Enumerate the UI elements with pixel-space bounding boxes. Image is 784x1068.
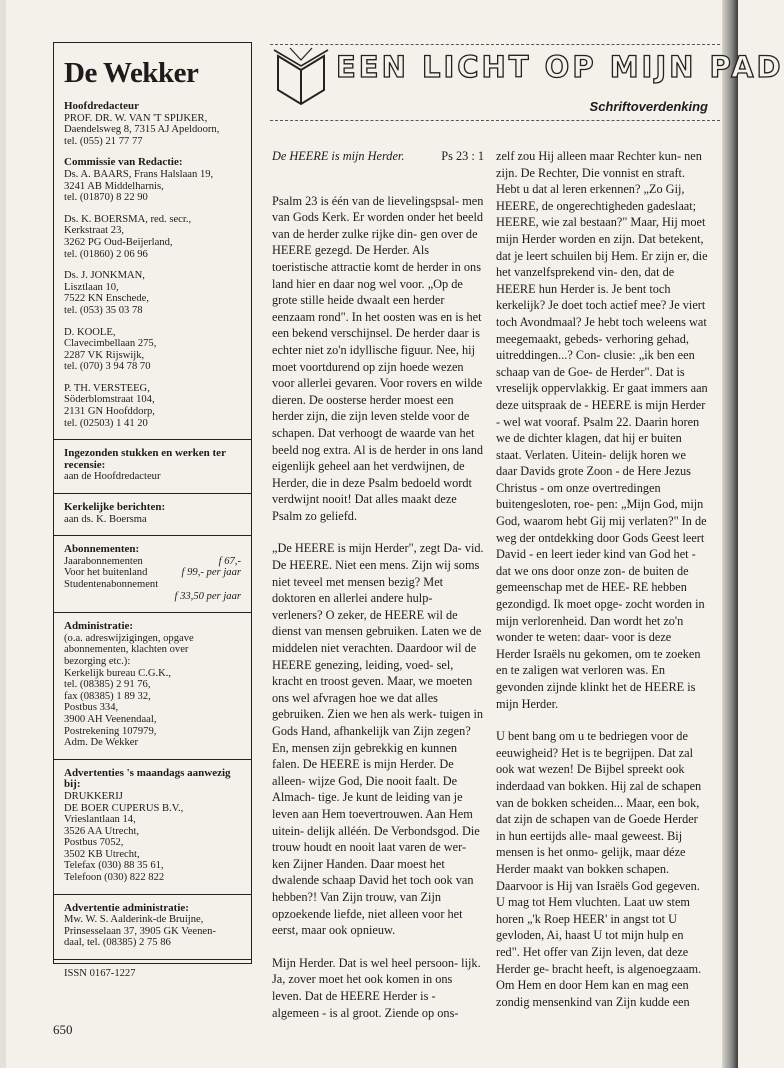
masthead-line: 3526 AA Utrecht, (64, 825, 140, 837)
administration-lines (64, 633, 241, 749)
masthead-line: 3262 PG Oud-Beijerland, (64, 236, 173, 248)
submissions-text: aan de Hoofdredacteur (64, 471, 161, 483)
church-news-section (64, 502, 241, 525)
masthead-line: D. KOOLE, (64, 326, 116, 338)
ads-heading: Advertenties 's maandags aanwezig bij: (64, 766, 231, 791)
masthead-line: tel. (02503) 1 41 20 (64, 417, 148, 429)
masthead-line: PROF. DR. W. VAN 'T SPIJKER, (64, 112, 208, 124)
masthead-line: 3502 KB Utrecht, (64, 848, 140, 860)
issn: ISSN 0167-1227 (64, 968, 136, 980)
ad-admin-heading: Advertentie administratie: (64, 901, 189, 914)
masthead-line: tel. (01860) 2 06 96 (64, 248, 148, 260)
masthead-line: Ds. A. BAARS, Frans Halslaan 19, (64, 168, 214, 180)
article-column-2 (496, 148, 708, 1010)
administration-heading: Administratie: (64, 620, 134, 633)
article-paragraph: zelf zou Hij alleen maar Rechter kun- nen zijn. De Rechter, Die vonnist en straft. Hebt u dat al leren erkennen? „Zo Gij, HEERE, de ongerechtigheden gadeslaat; HEERE, wie zal bestaan?" Maar, Hij moet mijn Herder worden en zijn. Dat betekent, dat je leert schuilen bij Hem. Er zijn er, die het vanzelfsprekend vin- den, dat de HEERE hun Herder is. Je bent toch kerkelijk? Je doet toch actief mee? Je viert toch Avondmaal? Je hebt toch weleens wat meegemaakt, gebeds- verhoring gehad, uitreddingen...? Con- clusie: „ik ben een schaap van de Goe- de Herder". Dat is vreselijk oppervlakkig. Er gaat immers aan deze uitspraak de - HEERE is mijn Herder - wel wat vooraf. Psalm 22. Daarin horen we de dichter klagen, dat hij er buiten staat. Verlaten. Uitein- delijk horen we daar Davids grote Zoon - de Here Jezus Christus - om onze overtredingen buitengesloten, roe- pen: „Mijn God, mijn God, waarom hebt Gij mij verlaten?" In de weg der ontdekking door Gods Geest leert David - en leert ieder kind van God het - dat we ons door onze zon- de buiten de gemeenschap met de HEE- RE hebben gezondigd. Ik moet opge- zocht worden in mijn verlorenheid. Dan wordt het zo'n wonder te weten: daar- voor is deze Herder Israëls nu gekomen, om te zoeken en te zaligen wat verloren was. En gevonden zijnde klinkt het de HEERE is mijn Herder. (496, 149, 708, 711)
page-number: 650 (53, 1022, 73, 1037)
masthead-line: Mw. W. S. Aalderink-de Bruijne, (64, 914, 204, 926)
administration-section (64, 621, 241, 749)
masthead-line: Kerkelijk bureau C.G.K., (64, 667, 172, 679)
ad-admin-section (64, 903, 241, 949)
editorial-entry (64, 383, 241, 429)
article-paragraph: Psalm 23 is één van de lievelingspsal- men van Gods Kerk. Er worden onder het beeld van de herder zulke rijke din- gen over de HEERE gezegd. De Herder. Als toeristische attractie komt de herder in ons land hier en daar nog wel voor. „Op de grote stille heide dwaalt een herder eenzaam rond". In het oosten was en is het een bekend verschijnsel. De herder daar is echter niet zo'n idyllische figuur. Nee, hij moet voortdurend op zijn hoede wezen voor allerlei gevaren. Voor rovers en wilde dieren. De oosterse herder moest een herder zijn, die zijn leven stelde voor de schapen. Dat verhoogt de waarde van het beeld nog extra. Al is de herder in ons land eigenlijk geheel aan het verdwijnen, de Herder, die in deze Psalm bedoeld wordt verdwijnt nooit! Dat alles maakt deze Psalm zo geliefd. (272, 193, 484, 523)
divider (54, 759, 251, 760)
submissions-heading: Ingezonden stukken en werken ter recensie: (64, 447, 226, 471)
divider (54, 894, 251, 895)
masthead-line: Clavecimbellaan 275, (64, 338, 157, 350)
masthead-line: abonnementen, klachten over (64, 644, 189, 656)
masthead-line: 3241 AB Middelharnis, (64, 180, 164, 192)
editorial-heading: Hoofdredacteur (64, 100, 139, 112)
masthead-line: Vrieslantlaan 14, (64, 814, 136, 826)
masthead-line: (o.a. adreswijzigingen, opgave (64, 632, 194, 644)
subscriptions-section (64, 544, 241, 602)
page-edge-left (0, 0, 6, 1068)
masthead-line: bezorging etc.): (64, 655, 131, 667)
epigraph (272, 148, 484, 165)
subscription-label: Jaarabonnementen (64, 555, 143, 567)
subscription-row (64, 556, 241, 568)
masthead-line: DRUKKERIJ (64, 790, 123, 802)
page-edge-right (722, 0, 738, 1068)
header-rule-top (270, 44, 720, 45)
spacer (496, 712, 708, 728)
section-subtitle: Schriftoverdenking (589, 99, 708, 114)
masthead-box (53, 42, 252, 980)
ad-admin-lines (64, 914, 241, 949)
epigraph-reference: Ps 23 : 1 (441, 149, 484, 163)
masthead-line: Söderblomstraat 104, (64, 394, 155, 406)
section-title: EEN LICHT OP MIJN PAD (336, 50, 784, 84)
masthead-line: Daendelsweg 8, 7315 AJ Apeldoorn, (64, 124, 220, 136)
editorial-heading: Commissie van Redactie: (64, 156, 183, 169)
masthead-line: DE BOER CUPERUS B.V., (64, 802, 184, 814)
masthead-line: Postbus 334, (64, 702, 119, 714)
church-news-text: aan ds. K. Boersma (64, 513, 147, 525)
submissions-section (64, 448, 241, 483)
editorial-entry (64, 270, 241, 316)
masthead-line: Ds. J. JONKMAN, (64, 270, 145, 282)
spacer (272, 939, 484, 955)
masthead-line: tel. (053) 35 03 78 (64, 304, 143, 316)
subscription-amount: f 67,- (218, 555, 241, 567)
masthead-line: Postrekening 107979, (64, 725, 157, 737)
divider (54, 612, 251, 613)
masthead-line: Postbus 7052, (64, 837, 124, 849)
open-book-lamp-icon (272, 46, 330, 110)
masthead-line: Lisztlaan 10, (64, 281, 119, 293)
subscription-label: Studentenabonnement (64, 579, 159, 590)
masthead-line: tel. (01870) 8 22 90 (64, 192, 148, 204)
editorial-entry (64, 101, 241, 147)
ads-lines (64, 791, 241, 884)
magazine-title: De Wekker (64, 57, 199, 89)
subscription-amount: f 33,50 per jaar (174, 590, 241, 602)
article-paragraph: U bent bang om u te bedriegen voor de eeuwigheid? Het is te begrijpen. Dat zal ook wat wezen! De Bijbel spreekt ook inderdaad van bokken. Hij zal de schapen van de bokken scheiden... Maar, een bok, dat zijn de schapen van de Goede Herder in hun eertijds alle- maal geweest. Bij mensen is het onmo- gelijk, maar déze Herder maakt van bokken schapen. Daarvoor is Hij van Israëls God gegeven. U mag tot Hem vluchten. Laat uw stem horen „'k Roep HEER' in angst tot U gevloden, Ai, haast U tot mijn hulp en red". Het offer van Zijn leven, dat deze Herder ge- bracht heeft, is algenoegzaam. Om Hem en door Hem kan en mag een zondig mensenkind van Zijn kudde een (496, 729, 702, 1009)
editorial-sections (64, 101, 241, 429)
article-paragraph: „De HEERE is mijn Herder", zegt Da- vid. De HEERE. Niet een mens. Zijn wij soms niet teveel met mensen bezig? Met doktoren en allerlei andere hulp- verleners? O zeker, de HEERE wil de dienst van mensen gebruiken. Laten we de middelen niet verachten. Daardoor wil de HEERE genezing, leiding, voed- sel, kracht en troost geven. Maar, we moeten ons wel afvragen hoe we dat alles gebruiken. Zien we hen als werk- tuigen in Gods Hand, afhankelijk van Zijn zegen? En, mensen zijn gebrekkig en kunnen falen. De HEERE is mijn Herder. De alleen- wijze God, Die nooit faalt. De Almach- tige. Je kunt de leiding van je leven aan Hem toevertrouwen. Aan Hem uitein- delijk alléén. De Verbondsgod. Die trouw houdt en nooit laat varen de wer- ken Zijner Handen. Daar moest het dwalende schaap David het toch ook van hebben?! Van Zijn trouw, van Zijn opzoekende liefde, niet alleen voor het eerst, maar ook opnieuw. (272, 541, 484, 938)
subscription-row (64, 591, 241, 603)
divider (54, 959, 251, 960)
masthead-line: P. TH. VERSTEEG, (64, 382, 150, 394)
article-paragraph: Mijn Herder. Dat is wel heel persoon- lijk. Ja, zover moet het ook komen in ons leven. Dat de HEERE Herder is - algemeen - is al groot. Ziende op ons- (272, 955, 481, 1020)
editorial-entry (64, 214, 241, 260)
church-news-heading: Kerkelijke berichten: (64, 501, 166, 514)
subscription-amount: f 99,- per jaar (181, 567, 241, 579)
masthead-line: Adm. De Wekker (64, 737, 138, 749)
masthead-line: tel. (070) 3 94 78 70 (64, 361, 151, 373)
article-column-1 (272, 148, 484, 1021)
header-rule-bottom (270, 120, 720, 121)
masthead-line: 2287 VK Rijswijk, (64, 349, 145, 361)
masthead-line: fax (08385) 1 89 32, (64, 690, 151, 702)
masthead-line: Telefoon (030) 822 822 (64, 872, 165, 884)
divider (54, 493, 251, 494)
spacer (272, 165, 484, 193)
masthead-line: Telefax (030) 88 35 61, (64, 860, 164, 872)
divider (54, 439, 251, 440)
epigraph-text: De HEERE is mijn Herder. (272, 149, 405, 163)
subscription-label: Voor het buitenland (64, 567, 148, 579)
masthead-line: Kerkstraat 23, (64, 225, 125, 237)
masthead-line: tel. (055) 21 77 77 (64, 135, 143, 147)
subscription-row (64, 567, 241, 579)
editorial-entry (64, 327, 241, 373)
subscriptions-heading: Abonnementen: (64, 543, 140, 556)
masthead-line: 3900 AH Veenendaal, (64, 713, 157, 725)
masthead-line: daal, tel. (08385) 2 75 86 (64, 937, 171, 949)
masthead-line: 2131 GN Hoofddorp, (64, 406, 155, 418)
masthead-line: tel. (08385) 2 91 76, (64, 679, 151, 691)
masthead-line: Prinsesselaan 37, 3905 GK Veenen- (64, 925, 216, 937)
divider (54, 535, 251, 536)
spacer (272, 524, 484, 540)
subscription-row (64, 579, 241, 591)
subscription-prices (64, 556, 241, 602)
ads-section (64, 768, 241, 884)
editorial-entry (64, 157, 241, 203)
masthead-line: 7522 KN Enschede, (64, 293, 150, 305)
masthead-line: Ds. K. BOERSMA, red. secr., (64, 213, 192, 225)
